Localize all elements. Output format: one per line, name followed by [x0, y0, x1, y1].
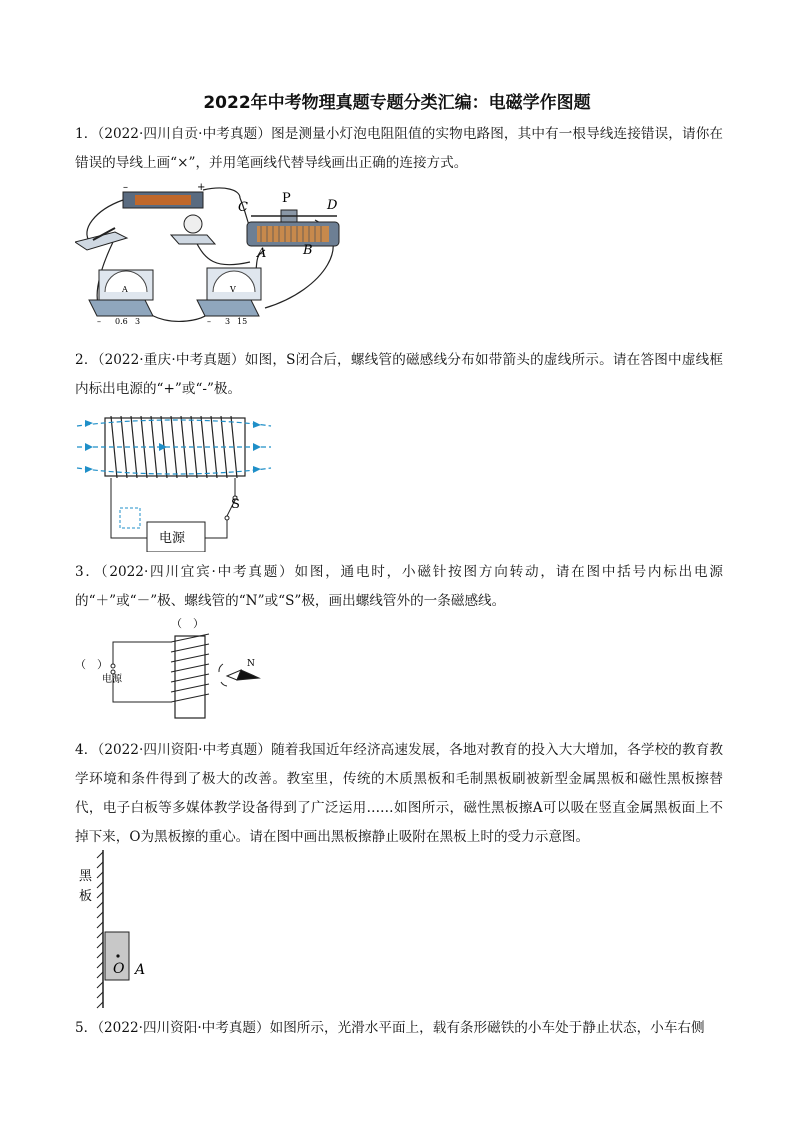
needle-north-label: N: [247, 659, 255, 669]
voltmeter-terminal-3: 3: [225, 317, 231, 326]
center-of-gravity-label: O: [113, 961, 125, 977]
blackboard-char-1: 黑: [79, 869, 93, 884]
question-1-text: 1．（2022·四川自贡·中考真题）图是测量小灯泡电阻阻值的实物电路图，其中有一根导线连接错误，请你在错误的导线上画“×”，并用笔画线代替导线画出正确的连接方式。: [75, 126, 723, 171]
figure-4-blackboard: [75, 848, 165, 1010]
page-title: 2022年中考物理真题专题分类汇编：电磁学作图题: [203, 93, 591, 113]
rheostat-label-b: B: [303, 243, 313, 258]
ammeter-terminal-3: 3: [135, 317, 141, 326]
question-5-text: 5．（2022·四川资阳·中考真题）如图所示，光滑水平面上，载有条形磁铁的小车处于静止状态，小车右侧: [75, 1020, 705, 1036]
eraser-label: A: [135, 962, 146, 978]
source-pole-bracket: （ ）: [75, 658, 108, 671]
source-label: 电源: [102, 674, 122, 685]
voltmeter-terminal-neg: –: [207, 317, 211, 326]
question-3-text: 3．（2022·四川宜宾·中考真题）如图，通电时，小磁针按图方向转动，请在图中括号内标出电源的“＋”或“－”极、螺线管的“N”或“S”极，画出螺线管外的一条磁感线。: [75, 564, 723, 609]
rheostat-label-d: D: [327, 198, 338, 213]
switch-label: S: [231, 497, 240, 512]
rheostat-label-c: C: [238, 200, 248, 215]
ammeter-terminal-neg: –: [97, 317, 101, 326]
figure-2-solenoid: [75, 412, 275, 552]
voltmeter-symbol: V: [230, 285, 236, 294]
figure-1-circuit: [75, 180, 365, 330]
question-4-text: 4．（2022·四川资阳·中考真题）随着我国近年经济高速发展，各地对教育的投入大大增加，各学校的教育教学环境和条件得到了极大的改善。教室里，传统的木质黑板和毛制黑板刷被新型金属黑板和磁性黑板擦替代，电子白板等多媒体教学设备得到了广泛运用……如图所示，磁性黑板擦A可以吸在竖直金属黑板面上不掉下来，O为黑板擦的重心。请在图中画出黑板擦静止吸附在黑板上时的受力示意图。: [75, 742, 723, 845]
voltmeter-terminal-15: 15: [237, 317, 248, 326]
ammeter-terminal-06: 0.6: [115, 317, 128, 326]
question-2-text: 2．（2022·重庆·中考真题）如图，S闭合后，螺线管的磁感线分布如带箭头的虚线所示。请在答图中虚线框内标出电源的“+”或“-”极。: [75, 352, 723, 397]
ammeter-symbol: A: [122, 285, 128, 294]
power-source-label: 电源: [159, 531, 186, 546]
battery-positive-label: +: [197, 182, 206, 193]
battery-negative-label: –: [123, 182, 128, 193]
rheostat-label-a: A: [257, 246, 267, 261]
rheostat-label-p: P: [282, 191, 291, 206]
blackboard-char-2: 板: [79, 889, 93, 904]
solenoid-pole-bracket: （ ）: [171, 617, 204, 630]
figure-3-solenoid-needle: [75, 616, 275, 721]
